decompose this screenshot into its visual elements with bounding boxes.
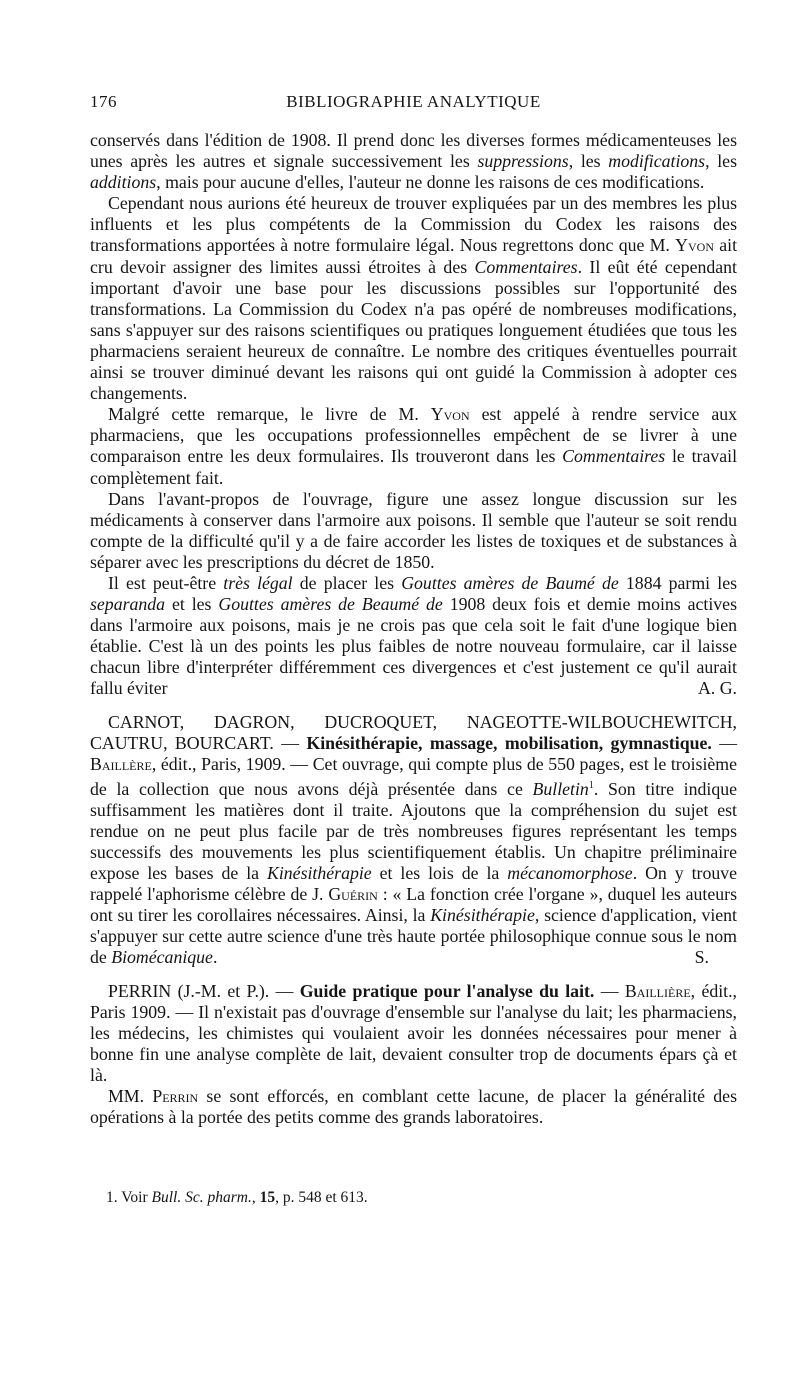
publisher: Baillère (90, 753, 152, 774)
review2-authors: CARNOT, DAGRON, DUCROQUET, NAGEOTTE-WILBOUCHEWITCH, CAUTRU, BOURCART. (90, 711, 737, 753)
review3-entry: PERRIN (J.-M. et P.). — Guide pratique pour l'analyse du lait. — Baillière, édit., Paris 1909. — Il n'existait pas d'ouvrage d'ensemble sur l'analyse du lait; les pharmaciens, les médecins, les chimistes qui voulaient avoir les données nécessaires pour mener à bonne fin une analyse complète de lait, devaient consulter trop de documents épars çà et là. (90, 980, 738, 1085)
publisher: Baillière (624, 980, 691, 1001)
review1-paragraph-3: Malgré cette remarque, le livre de M. Yvon est appelé à rendre service aux pharmaciens, que les occupations professionnelles empêchent de se livrer à une comparaison entre les deux formulaires. Ils trouveront dans les Commentaires le travail complètement fait. (90, 404, 738, 488)
review1-paragraph-2: Cependant nous aurions été heureux de trouver expliquées par un des membres les plus influents et les plus compétents de la Commission du Codex les raisons des transformations apportées à notre formulaire légal. Nous regrettons donc que M. Yvon ait cru devoir assigner des limites aussi étroites à des Commentaires. Il eût été cependant important d'avoir une base pour les discussions possibles sur l'opportunité des transformations. La Commission du Codex n'a pas opéré de nombreuses modifications, sans s'appuyer sur des raisons scientifiques ou pratiques longuement étudiées que tous les pharmaciens seraient heureux de connaître. Le nombre des critiques éventuelles pourrait ainsi se trouver diminué devant les raisons qui ont guidé la Commission à adopter ces changements. (90, 193, 738, 404)
review1-paragraph-4: Dans l'avant-propos de l'ouvrage, figure une assez longue discussion sur les médicaments à conserver dans l'armoire aux poisons. Il semble que l'auteur se soit rendu compte de la difficulté qu'il y a de faire accorder les listes de toxiques et de substances à séparer avec les prescriptions du décret de 1850. (90, 488, 737, 572)
review-signature: A. G. (697, 678, 737, 699)
running-title: BIBLIOGRAPHIE ANALYTIQUE (286, 92, 541, 111)
author-name: Yvon (430, 404, 470, 425)
review3-title: Guide pratique pour l'analyse du lait. (299, 980, 595, 1001)
footnote-number: 1. (106, 1189, 118, 1206)
page-body (90, 130, 737, 1128)
review-signature: S. (694, 947, 709, 968)
review3-paragraph-2: MM. Perrin se sont efforcés, en comblant cette lacune, de placer la généralité des opérations à la portée des petits comme des grands laboratoires. (90, 1086, 737, 1128)
page-number: 176 (90, 92, 117, 111)
author-name: Yvon (675, 235, 714, 256)
author-name: Perrin (152, 1086, 199, 1107)
footnote-ref: 1 (588, 779, 594, 791)
review1-paragraph-1: conservés dans l'édition de 1908. Il prend donc les diverses formes médicamenteuses les unes après les autres et signale successivement les suppressions, les modifications, les additions, mais pour aucune d'elles, l'auteur ne donne les raisons de ces modifications. (90, 130, 737, 193)
footnote: 1. Voir Bull. Sc. pharm., 15, p. 548 et 613. (106, 1189, 368, 1206)
review2-entry: CARNOT, DAGRON, DUCROQUET, NAGEOTTE-WILBOUCHEWITCH, CAUTRU, BOURCART. — Kinésithérapie, massage, mobilisation, gymnastique. — Baillère, édit., Paris, 1909. — Cet ouvrage, qui compte plus de 550 pages, est le troisième de la collection que nous avons déjà présentée dans ce Bulletin$^1$. Son titre indique suffisamment les matières dont il traite. Ajoutons que la compréhension du sujet est rendue on ne peut plus facile par de très nombreuses figures représentant les temps successifs des mouvements les plus scientifiquement établis. Un chapitre préliminaire expose les bases de la Kinésithérapie et les lois de la mécanomorphose. On y trouve rappelé l'aphorisme célèbre de J. Guérin : « La fonction crée l'organe », duquel les auteurs ont su tirer les corollaires nécessaires. Ainsi, la Kinésithérapie, science d'application, vient s'appuyer sur cette autre science d'une très haute portée philosophique connue sous le nom de Biomécanique. S. (90, 711, 738, 968)
review2-title: Kinésithérapie, massage, mobilisation, gymnastique. (306, 732, 712, 753)
author-name: Guérin (328, 884, 378, 905)
running-header (90, 92, 737, 116)
review3-authors: PERRIN (J.-M. et P.). (108, 980, 270, 1001)
review1-paragraph-5: Il est peut-être très légal de placer les Gouttes amères de Baumé de 1884 parmi les separanda et les Gouttes amères de Beaumé de 1908 deux fois et demie moins actives dans l'armoire aux poisons, mais je ne crois pas que cela soit le fait d'une logique bien établie. C'est là un des points les plus faibles de notre nouveau formulaire, car il laisse chacun libre d'interpréter différemment ces divergences et c'est justement ce qu'il aurait fallu éviter A. G. (90, 572, 738, 699)
